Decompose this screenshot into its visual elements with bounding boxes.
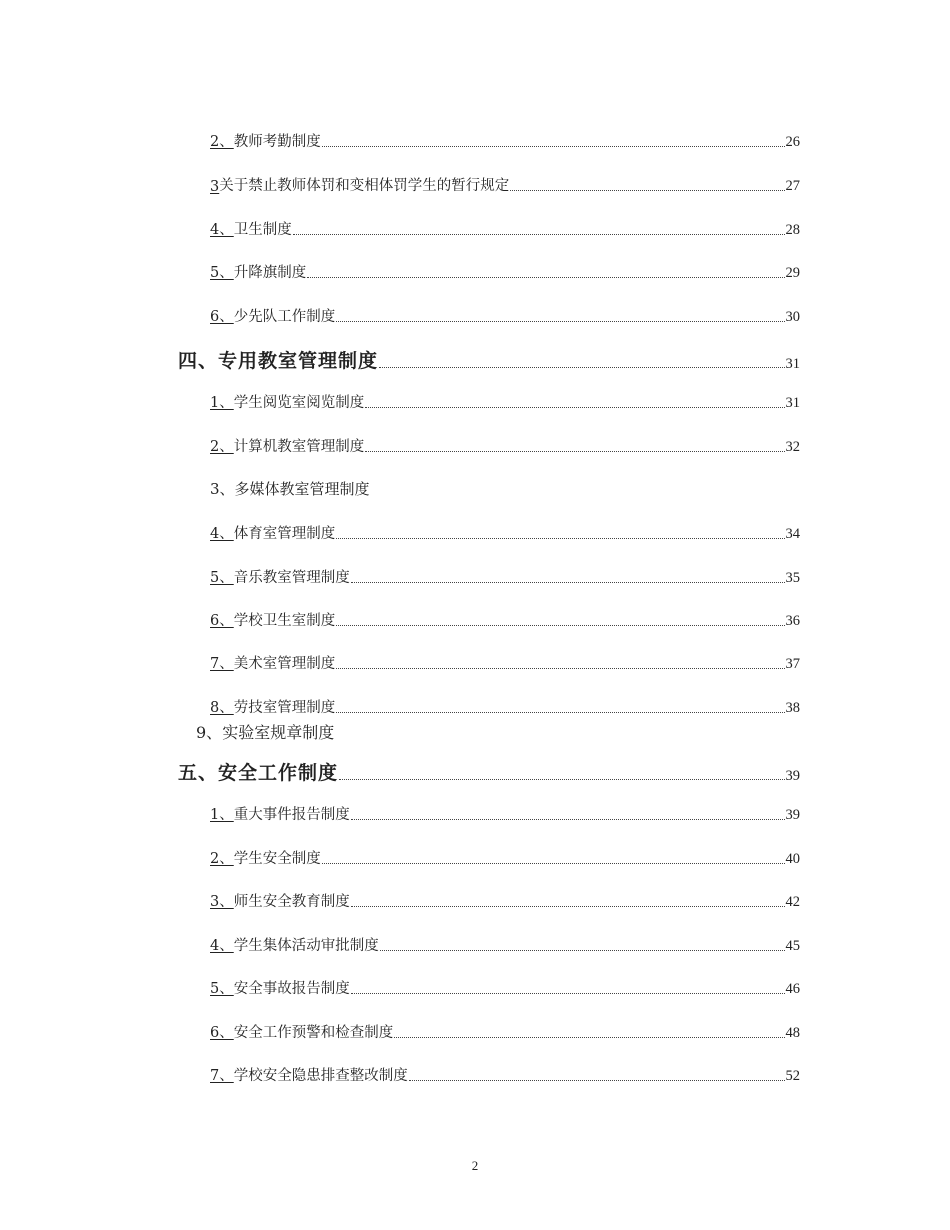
toc-entry-number: 5、 (210, 570, 234, 586)
toc-dot-leader (322, 862, 785, 864)
toc-entry[interactable] (210, 261, 800, 282)
toc-entry-title: 专用教室管理制度 (218, 350, 379, 372)
toc-entry-title: 卫生制度 (233, 222, 292, 238)
toc-section-heading[interactable] (178, 346, 800, 373)
toc-entry[interactable] (210, 847, 800, 868)
toc-entry-title: 安全事故报告制度 (233, 981, 350, 997)
toc-page-number: 37 (785, 656, 800, 672)
toc-entry[interactable] (210, 934, 800, 955)
toc-entry-title: 学校安全隐患排查整改制度 (233, 1068, 408, 1084)
toc-entry-number: 4、 (210, 222, 234, 238)
toc-entry-number: 8、 (210, 700, 234, 716)
toc-page-number: 38 (785, 700, 800, 716)
toc-page-number: 39 (785, 807, 800, 823)
toc-entry-number: 3、 (210, 894, 234, 910)
toc-entry-number: 五、 (178, 762, 219, 784)
toc-entry-title: 学生安全制度 (233, 851, 321, 867)
toc-entry[interactable] (210, 1064, 800, 1085)
toc-page-number: 40 (785, 851, 800, 867)
toc-page-number: 39 (785, 768, 800, 784)
toc-entry-number: 9、 (196, 723, 223, 742)
toc-entry-number: 1、 (210, 807, 234, 823)
toc-entry-title: 计算机教室管理制度 (233, 439, 365, 455)
toc-entry-title: 多媒体教室管理制度 (234, 480, 370, 498)
toc-page-number: 48 (785, 1025, 800, 1041)
toc-page-number: 30 (785, 309, 800, 325)
toc-entry[interactable] (210, 977, 800, 998)
toc-dot-leader (351, 818, 785, 820)
toc-entry-number: 4、 (210, 938, 234, 954)
toc-entry-number: 6、 (210, 1025, 234, 1041)
toc-entry-title: 升降旗制度 (233, 265, 307, 281)
toc-entry-title: 教师考勤制度 (233, 134, 321, 150)
toc-entry-number: 1、 (210, 395, 234, 411)
toc-dot-leader (336, 711, 784, 713)
toc-dot-leader (339, 778, 784, 780)
toc-dot-leader (293, 233, 785, 235)
toc-page-number: 46 (785, 981, 800, 997)
toc-entry-title: 师生安全教育制度 (233, 894, 350, 910)
toc-entry[interactable] (210, 566, 800, 587)
toc-page-number: 36 (785, 613, 800, 629)
toc-dot-leader (365, 450, 784, 452)
toc-dot-leader (351, 905, 785, 907)
toc-page-number: 32 (785, 439, 800, 455)
toc-page-number: 34 (785, 526, 800, 542)
toc-entry-number: 4、 (210, 526, 234, 542)
toc-entry[interactable] (210, 652, 800, 673)
toc-dot-leader (380, 949, 785, 951)
toc-entry-title: 实验室规章制度 (222, 723, 335, 742)
toc-entry-number: 7、 (210, 656, 234, 672)
toc-dot-leader (307, 276, 784, 278)
toc-dot-leader (336, 320, 784, 322)
toc-entry-title: 音乐教室管理制度 (233, 570, 350, 586)
toc-entry-number: 3 (210, 179, 220, 195)
toc-entry-number: 2、 (210, 134, 234, 150)
toc-section-heading[interactable] (178, 758, 800, 785)
toc-dot-leader (351, 992, 785, 994)
toc-dot-leader (351, 581, 785, 583)
toc-entry-title: 美术室管理制度 (233, 656, 336, 672)
toc-entry[interactable] (210, 305, 800, 326)
toc-dot-leader (336, 624, 784, 626)
toc-entry[interactable] (210, 522, 800, 543)
toc-page-number: 27 (785, 178, 800, 194)
toc-page-number: 31 (785, 356, 800, 372)
toc-entry[interactable] (210, 435, 800, 456)
toc-entry-number: 2、 (210, 851, 234, 867)
toc-entry-number: 四、 (178, 350, 219, 372)
toc-page-number: 42 (785, 894, 800, 910)
toc-entry[interactable] (210, 130, 800, 151)
toc-page-number: 29 (785, 265, 800, 281)
toc-page-number: 31 (785, 395, 800, 411)
toc-entry-title: 安全工作制度 (218, 762, 339, 784)
toc-entry-title: 关于禁止教师体罚和变相体罚学生的暂行规定 (219, 178, 510, 194)
toc-dot-leader (409, 1079, 785, 1081)
toc-entry[interactable] (210, 1021, 800, 1042)
toc-entry[interactable] (210, 803, 800, 824)
toc-dot-leader (322, 145, 785, 147)
toc-entry-title: 重大事件报告制度 (233, 807, 350, 823)
toc-dot-leader (394, 1036, 784, 1038)
toc-entry[interactable] (210, 478, 370, 499)
toc-entry-title: 安全工作预警和检查制度 (233, 1025, 394, 1041)
toc-entry-number: 5、 (210, 981, 234, 997)
page-number: 2 (471, 1158, 479, 1173)
toc-dot-leader (510, 189, 784, 191)
toc-entry-number: 6、 (210, 613, 234, 629)
toc-entry-number: 7、 (210, 1068, 234, 1084)
toc-entry-number: 3、 (210, 480, 235, 498)
toc-entry[interactable] (210, 696, 800, 717)
toc-entry[interactable] (210, 218, 800, 239)
toc-page-number: 52 (785, 1068, 800, 1084)
toc-entry-title: 劳技室管理制度 (233, 700, 336, 716)
toc-entry-title: 学校卫生室制度 (233, 613, 336, 629)
toc-dot-leader (336, 537, 784, 539)
toc-entry-title: 少先队工作制度 (233, 309, 336, 325)
toc-page-number: 26 (785, 134, 800, 150)
toc-page-number: 35 (785, 570, 800, 586)
toc-dot-leader (379, 366, 784, 368)
toc-dot-leader (365, 406, 784, 408)
toc-entry-number: 6、 (210, 309, 234, 325)
toc-entry-number: 5、 (210, 265, 234, 281)
toc-page-number: 45 (785, 938, 800, 954)
toc-entry-title: 体育室管理制度 (233, 526, 336, 542)
toc-entry[interactable] (196, 720, 334, 743)
toc-page-number: 28 (785, 222, 800, 238)
toc-entry-number: 2、 (210, 439, 234, 455)
toc-entry[interactable] (210, 391, 800, 412)
toc-entry[interactable] (210, 174, 800, 195)
toc-dot-leader (336, 667, 784, 669)
toc-entry[interactable] (210, 890, 800, 911)
toc-entry-title: 学生集体活动审批制度 (233, 938, 379, 954)
toc-entry[interactable] (210, 609, 800, 630)
toc-entry-title: 学生阅览室阅览制度 (233, 395, 365, 411)
